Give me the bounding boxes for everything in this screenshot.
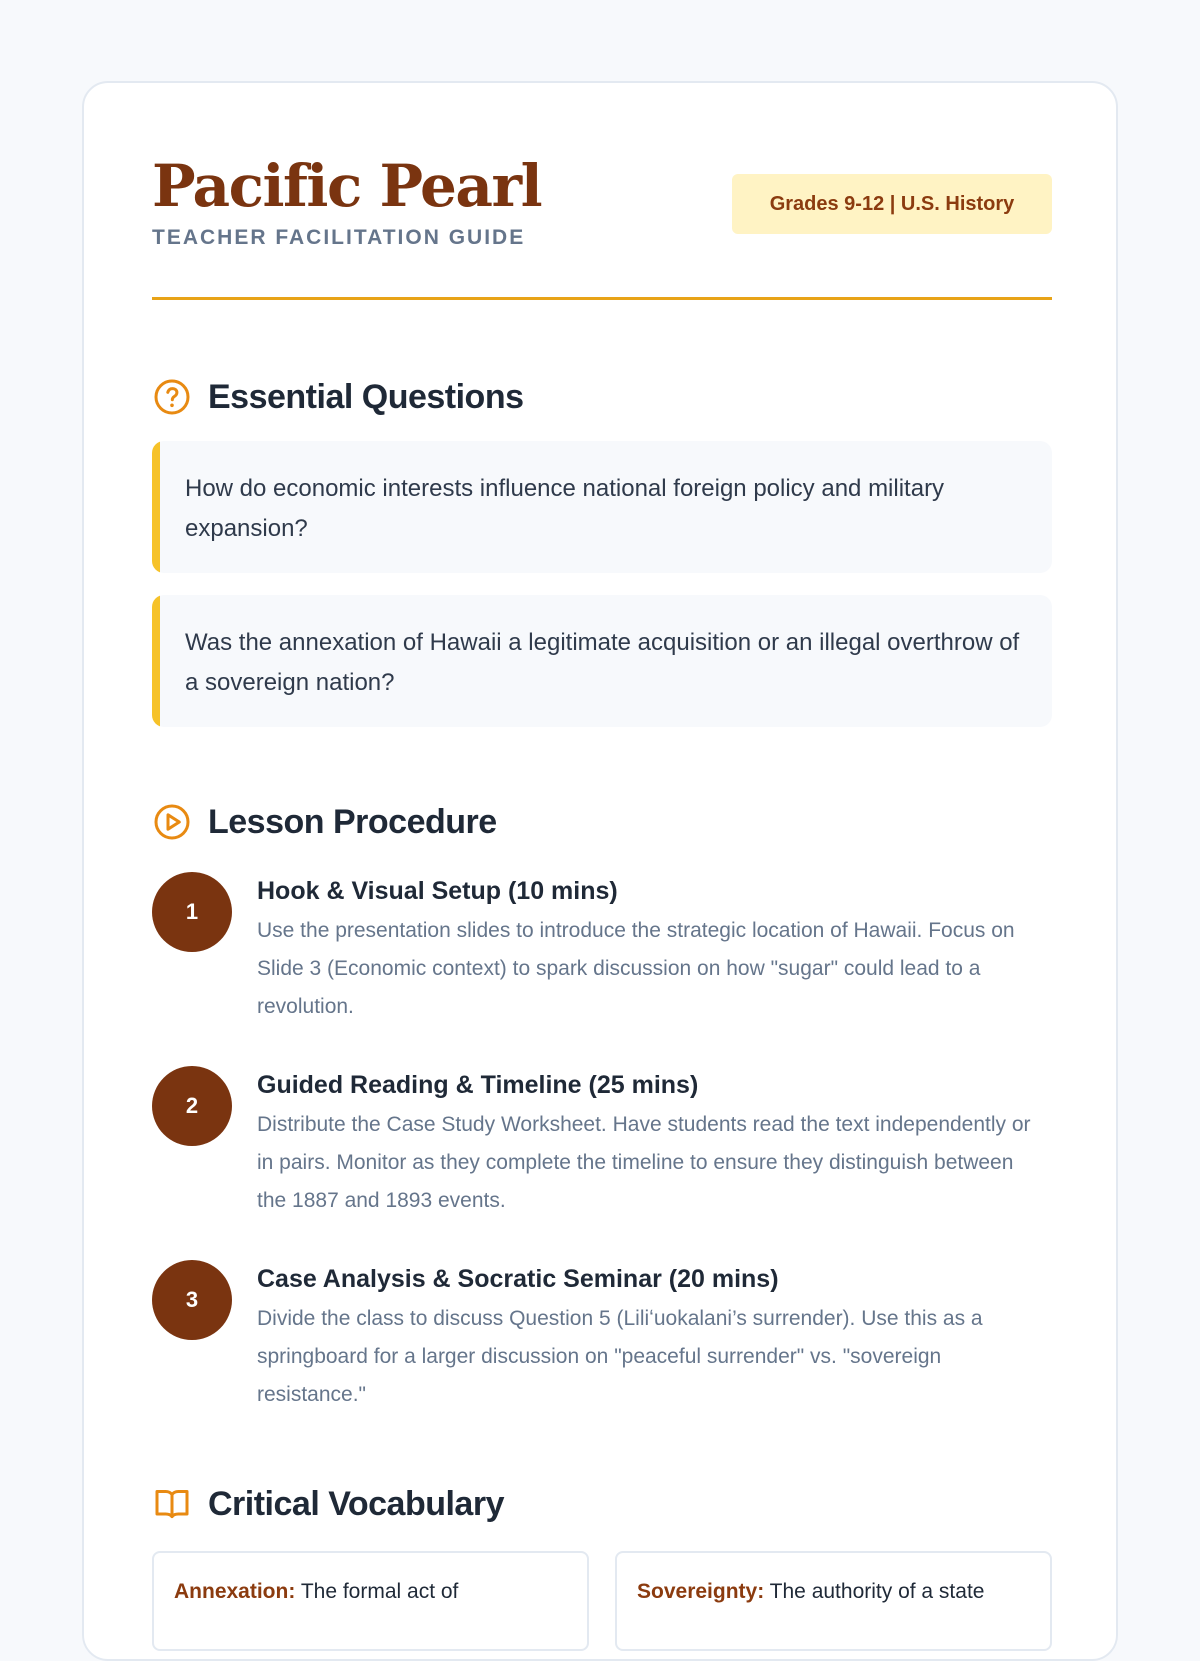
grade-level-badge: Grades 9-12 | U.S. History [732, 174, 1052, 234]
essential-question-list [152, 441, 1052, 749]
vocabulary-term: Annexation: [174, 1580, 296, 1603]
procedure-step [152, 1258, 1052, 1452]
step-description: Use the presentation slides to introduce the strategic location of Hawaii. Focus on Slide 3 (Economic context) to spark discussion on how "sugar" could lead to a revolution. [257, 919, 1015, 1018]
question-circle-icon [152, 377, 192, 417]
step-number: 3 [152, 1260, 232, 1340]
lesson-procedure-list [152, 870, 1052, 1452]
critical-vocabulary-heading [152, 1480, 1052, 1528]
lesson-procedure-section [152, 798, 1052, 1408]
open-book-icon [152, 1484, 192, 1524]
lesson-procedure-title: Lesson Procedure [208, 803, 497, 841]
step-number: 2 [152, 1066, 232, 1146]
step-title: Hook & Visual Setup (10 mins) [257, 877, 618, 905]
step-number: 1 [152, 872, 232, 952]
vocabulary-grid [152, 1551, 1052, 1621]
vocabulary-entry [174, 1578, 574, 1606]
essential-questions-heading [152, 373, 1052, 421]
essential-question-text: Was the annexation of Hawaii a legitimate acquisition or an illegal overthrow of a sovereign nation? [185, 629, 1020, 696]
vocabulary-definition: The formal act of [300, 1580, 459, 1603]
essential-questions-title: Essential Questions [208, 378, 524, 416]
step-title: Case Analysis & Socratic Seminar (20 mins) [257, 1265, 779, 1293]
step-description: Divide the class to discuss Question 5 (Liliʻuokalani’s surrender). Use this as a springboard for a larger discussion on "peaceful surrender" vs. "sovereign resistance." [257, 1307, 983, 1406]
guide-header [152, 151, 1052, 381]
procedure-step [152, 1064, 1052, 1258]
vocabulary-entry [637, 1578, 1037, 1606]
essential-question-card [152, 441, 1052, 573]
step-description: Distribute the Case Study Worksheet. Have students read the text independently or in pairs. Monitor as they complete the timeline to ensure they distinguish between the 1887 and 1893 events. [257, 1113, 1031, 1212]
vocabulary-term: Sovereignty: [637, 1580, 765, 1603]
teacher-guide-card [82, 81, 1118, 1661]
essential-question-text: How do economic interests influence national foreign policy and military expansion? [185, 475, 945, 542]
lesson-procedure-heading [152, 798, 1052, 846]
critical-vocabulary-title: Critical Vocabulary [208, 1485, 504, 1523]
essential-question-card [152, 595, 1052, 727]
header-divider [152, 297, 1052, 300]
essential-questions-section [152, 373, 1052, 733]
vocabulary-card [615, 1551, 1052, 1651]
vocabulary-card [152, 1551, 589, 1651]
guide-title: Pacific Pearl [152, 152, 542, 220]
critical-vocabulary-section [152, 1480, 1052, 1640]
play-circle-icon [152, 802, 192, 842]
vocabulary-definition: The authority of a state [769, 1580, 985, 1603]
procedure-step [152, 870, 1052, 1064]
guide-subtitle: TEACHER FACILITATION GUIDE [152, 226, 526, 249]
step-title: Guided Reading & Timeline (25 mins) [257, 1071, 699, 1099]
